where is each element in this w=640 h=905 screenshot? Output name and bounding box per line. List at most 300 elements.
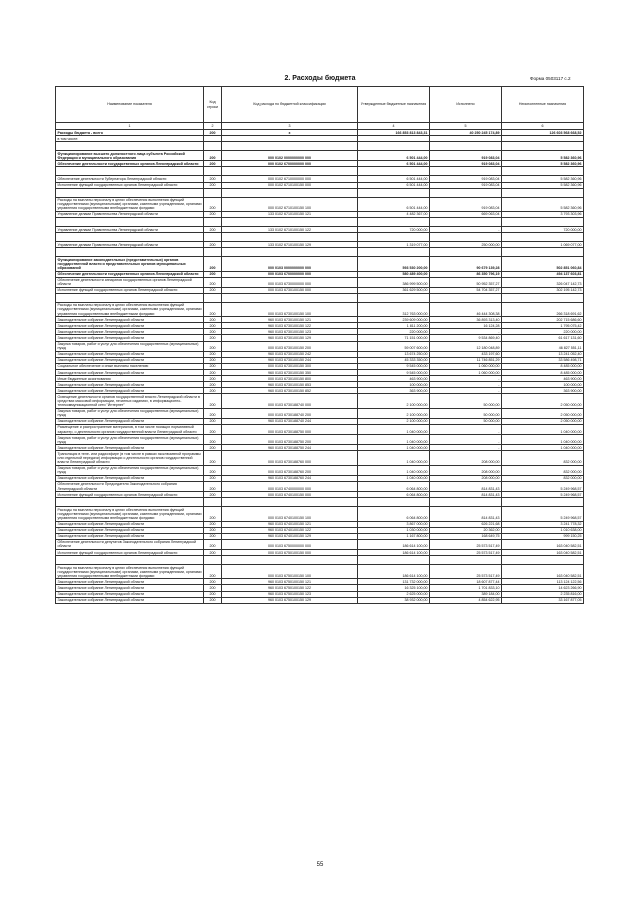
row-classification-code bbox=[222, 556, 358, 565]
row-executed: 40 250 245 174,89 bbox=[430, 130, 502, 136]
row-name: Расходы бюджета - всего bbox=[56, 130, 204, 136]
row-approved: 1 040 000,00 bbox=[358, 475, 430, 481]
row-classification-code: 000 0103 6730000000 000 bbox=[222, 277, 358, 287]
row-executed: 36 893 313,40 bbox=[430, 317, 502, 323]
column-number: 3 bbox=[222, 123, 358, 130]
table-row bbox=[56, 481, 584, 491]
row-unexecuted: 2 235 816,00 bbox=[502, 591, 584, 597]
row-line-code: 200 bbox=[204, 418, 222, 424]
table-row bbox=[56, 142, 584, 151]
row-name bbox=[56, 233, 204, 242]
row-executed bbox=[430, 293, 502, 302]
column-number: 5 bbox=[430, 123, 502, 130]
row-classification-code: 960 0103 6730100150 123 bbox=[222, 329, 358, 335]
row-name: Законодательное собрание Ленинградской области bbox=[56, 475, 204, 481]
row-unexecuted: 2 050 000,00 bbox=[502, 408, 584, 418]
row-line-code: 200 bbox=[204, 227, 222, 233]
row-executed: 9 534 869,40 bbox=[430, 335, 502, 341]
row-classification-code: 000 0103 6740100150 000 bbox=[222, 492, 358, 498]
col-header-code: Код расхода по бюджетной классификации bbox=[222, 87, 358, 123]
row-line-code: 200 bbox=[204, 323, 222, 329]
row-executed: - bbox=[430, 376, 502, 382]
row-executed: 814 831,43 bbox=[430, 507, 502, 521]
row-approved: 6 064 800,00 bbox=[358, 492, 430, 498]
row-name: Законодательное собрание Ленинградской области bbox=[56, 317, 204, 323]
row-line-code: 200 bbox=[204, 161, 222, 167]
row-classification-code bbox=[222, 167, 358, 176]
row-name bbox=[56, 218, 204, 227]
row-unexecuted: 5 249 968,57 bbox=[502, 481, 584, 491]
row-approved: 6 064 800,00 bbox=[358, 507, 430, 521]
table-row bbox=[56, 233, 584, 242]
row-name: Освещение деятельности органов государственной власти Ленинградской области в средствах массовой информации, печатных изданиях, в информационно-телекоммуникационной сети "Интернет" bbox=[56, 394, 204, 408]
row-unexecuted bbox=[502, 248, 584, 257]
row-executed bbox=[430, 248, 502, 257]
row-approved: 6 501 444,00 bbox=[358, 151, 430, 161]
row-executed: 208 000,00 bbox=[430, 475, 502, 481]
row-approved: 1 811 200,00 bbox=[358, 323, 430, 329]
row-executed bbox=[430, 556, 502, 565]
row-name: Исполнение функций государственных органов Ленинградской области bbox=[56, 492, 204, 498]
row-approved: 239 609 000,00 bbox=[358, 317, 430, 323]
row-line-code bbox=[204, 293, 222, 302]
row-line-code: 200 bbox=[204, 363, 222, 369]
row-unexecuted: 5 249 968,57 bbox=[502, 507, 584, 521]
row-name bbox=[56, 248, 204, 257]
table-body bbox=[56, 130, 584, 604]
row-unexecuted: 3 241 778,32 bbox=[502, 521, 584, 527]
table-row bbox=[56, 248, 584, 257]
row-unexecuted: 8 485 000,00 bbox=[502, 370, 584, 376]
row-line-code: 200 bbox=[204, 475, 222, 481]
row-approved: 6 501 444,00 bbox=[358, 197, 430, 211]
row-executed: 814 831,43 bbox=[430, 481, 502, 491]
row-unexecuted: 5 582 360,96 bbox=[502, 176, 584, 182]
row-approved bbox=[358, 233, 430, 242]
row-unexecuted: 832 000,00 bbox=[502, 475, 584, 481]
row-approved: 720 000,00 bbox=[358, 227, 430, 233]
row-executed: 25 573 517,49 bbox=[430, 539, 502, 549]
row-name: Функционирование высшего должностного лица субъекта Российской Федерации и муниципального образования bbox=[56, 151, 204, 161]
row-unexecuted bbox=[502, 293, 584, 302]
header-row bbox=[56, 87, 584, 123]
row-approved: 59 007 600,00 bbox=[358, 341, 430, 351]
row-approved: 4 482 367,00 bbox=[358, 211, 430, 217]
table-row bbox=[56, 341, 584, 351]
row-name: Обеспечение деятельности аппаратов государственных органов Ленинградской области bbox=[56, 277, 204, 287]
row-name: Управление делами Правительства Ленинградской области bbox=[56, 227, 204, 233]
row-classification-code: 960 0103 6740100150 121 bbox=[222, 521, 358, 527]
row-line-code: 200 bbox=[204, 527, 222, 533]
row-name bbox=[56, 142, 204, 151]
row-name: Расходы на выплаты персоналу в целях обеспечения выполнения функций государственными (муниципальными) органами, казенными учреждениями, органами управления государственными внебюджетными фондами bbox=[57, 303, 202, 316]
row-executed: 208 000,00 bbox=[430, 465, 502, 475]
row-classification-code: 960 0103 6730100150 242 bbox=[222, 351, 358, 357]
column-number: 1 bbox=[56, 123, 204, 130]
row-unexecuted: 5 582 360,96 bbox=[502, 161, 584, 167]
row-classification-code: 000 0103 6730188740 200 bbox=[222, 408, 358, 418]
column-number: 4 bbox=[358, 123, 430, 130]
row-executed bbox=[430, 218, 502, 227]
row-line-code bbox=[204, 498, 222, 507]
row-name: Законодательное собрание Ленинградской области bbox=[56, 370, 204, 376]
row-unexecuted: 113 124 122,56 bbox=[502, 579, 584, 585]
row-line-code: 200 bbox=[204, 376, 222, 382]
row-unexecuted: 326 047 142,73 bbox=[502, 277, 584, 287]
row-unexecuted: 720 000,00 bbox=[502, 227, 584, 233]
row-executed: 1 060 000,00 bbox=[430, 370, 502, 376]
row-executed: 168 649,75 bbox=[430, 533, 502, 539]
row-classification-code: 000 0102 6700000000 000 bbox=[222, 161, 358, 167]
row-approved: 13 674 250,00 bbox=[358, 351, 430, 357]
row-unexecuted: 999 150,25 bbox=[502, 533, 584, 539]
row-line-code: 200 bbox=[204, 591, 222, 597]
row-line-code: 200 bbox=[204, 130, 222, 136]
row-classification-code: 000 0103 6730100150 000 bbox=[222, 287, 358, 293]
row-executed: 814 831,43 bbox=[430, 492, 502, 498]
row-line-code: 200 bbox=[204, 182, 222, 188]
row-unexecuted: 13 241 052,40 bbox=[502, 351, 584, 357]
table-row bbox=[56, 539, 584, 549]
row-line-code: 200 bbox=[204, 271, 222, 277]
row-unexecuted: 33 586 498,71 bbox=[502, 357, 584, 363]
row-classification-code: 960 0103 6750100150 121 bbox=[222, 579, 358, 585]
row-approved: 6 501 444,00 bbox=[358, 161, 430, 167]
row-executed: 25 573 517,49 bbox=[430, 550, 502, 556]
col-header-unexecuted: Неисполненные назначения bbox=[502, 87, 584, 123]
table-row bbox=[56, 293, 584, 302]
row-line-code: 200 bbox=[204, 445, 222, 451]
row-name: Иные бюджетные ассигнования bbox=[56, 376, 204, 382]
row-approved: 6 501 444,00 bbox=[358, 176, 430, 182]
row-unexecuted bbox=[502, 556, 584, 565]
row-line-code: 200 bbox=[204, 435, 222, 445]
table-row bbox=[56, 197, 584, 211]
row-executed: 54 704 357,27 bbox=[430, 287, 502, 293]
row-executed: 12 180 048,89 bbox=[430, 341, 502, 351]
row-executed: - bbox=[430, 382, 502, 388]
row-name: Трансляция в теле- или радиоэфире (в том числе в рамках эксклюзивной программы или отдельной передачи) информации о деятельности органов государственной власти Ленинградской области bbox=[56, 451, 204, 465]
row-approved: 186 614 100,00 bbox=[358, 539, 430, 549]
row-unexecuted: 2 050 000,00 bbox=[502, 418, 584, 424]
row-line-code: 200 bbox=[204, 408, 222, 418]
row-classification-code: 960 0103 6730100150 853 bbox=[222, 382, 358, 388]
row-executed: 16 124,28 bbox=[430, 323, 502, 329]
row-name: Исполнение функций государственных органов Ленинградской области bbox=[56, 550, 204, 556]
row-classification-code: 000 0103 6750000000 000 bbox=[222, 539, 358, 549]
row-line-code: 200 bbox=[204, 539, 222, 549]
row-executed: 433 197,60 bbox=[430, 351, 502, 357]
row-classification-code: 000 0103 6700000000 000 bbox=[222, 271, 358, 277]
row-approved: 16 325 100,00 bbox=[358, 585, 430, 591]
row-executed: 919 083,04 bbox=[430, 151, 502, 161]
row-name: Расходы на выплаты персоналу в целях обеспечения выполнения функций государственными (муниципальными) органами, казенными учреждениями, органами управления государственными внебюджетными фондами bbox=[57, 198, 202, 211]
row-classification-code: 000 0103 6740100150 100 bbox=[222, 507, 358, 521]
row-line-code: 200 bbox=[204, 277, 222, 287]
row-line-code: 200 bbox=[204, 257, 222, 271]
row-unexecuted: 1 040 000,00 bbox=[502, 445, 584, 451]
row-name: Закупка товаров, работ и услуг для обеспечения государственных (муниципальных) нужд bbox=[56, 435, 204, 445]
row-name: Закупка товаров, работ и услуг для обеспечения государственных (муниципальных) нужд bbox=[56, 465, 204, 475]
row-approved: 363 900,00 bbox=[358, 388, 430, 394]
table-row bbox=[56, 435, 584, 445]
row-executed: 250 000,00 bbox=[430, 242, 502, 248]
row-unexecuted: 2 050 000,00 bbox=[502, 394, 584, 408]
row-classification-code: 960 0103 6740100150 122 bbox=[222, 527, 358, 533]
row-executed: - bbox=[430, 435, 502, 445]
col-header-executed: Исполнено bbox=[430, 87, 502, 123]
row-approved: 6 501 444,00 bbox=[358, 182, 430, 188]
row-approved: 1 040 000,00 bbox=[358, 445, 430, 451]
row-unexecuted bbox=[502, 233, 584, 242]
table-row bbox=[56, 257, 584, 271]
row-line-code: 200 bbox=[204, 317, 222, 323]
row-classification-code bbox=[222, 293, 358, 302]
row-classification-code: 000 0102 6710000000 000 bbox=[222, 176, 358, 182]
row-approved: 220 000,00 bbox=[358, 329, 430, 335]
row-name bbox=[56, 293, 204, 302]
row-line-code: 200 bbox=[204, 585, 222, 591]
row-unexecuted: 363 900,00 bbox=[502, 388, 584, 394]
row-unexecuted: 3 793 303,96 bbox=[502, 211, 584, 217]
col-header-approved: Утвержденные бюджетные назначения bbox=[358, 87, 430, 123]
row-approved: 6 064 800,00 bbox=[358, 481, 430, 491]
row-approved: 71 151 000,00 bbox=[358, 335, 430, 341]
row-classification-code: 960 0103 6750100150 129 bbox=[222, 597, 358, 603]
row-unexecuted: 1 040 000,00 bbox=[502, 424, 584, 434]
row-classification-code: 133 0102 6710100150 121 bbox=[222, 211, 358, 217]
row-unexecuted: 1 040 000,00 bbox=[502, 435, 584, 445]
row-name: Законодательное собрание Ленинградской области bbox=[56, 527, 204, 533]
table-row bbox=[56, 218, 584, 227]
table-row bbox=[56, 565, 584, 579]
row-classification-code: 960 0103 6730100150 350 bbox=[222, 370, 358, 376]
row-executed: 90 679 139,28 bbox=[430, 257, 502, 271]
row-classification-code: 000 0103 6730100150 800 bbox=[222, 376, 358, 382]
row-executed: 11 746 851,29 bbox=[430, 357, 502, 363]
row-classification-code: 000 0103 6730100150 200 bbox=[222, 341, 358, 351]
row-name: Законодательное собрание Ленинградской области bbox=[56, 597, 204, 603]
row-unexecuted: 61 617 131,60 bbox=[502, 335, 584, 341]
table-row bbox=[56, 465, 584, 475]
row-line-code: 200 bbox=[204, 335, 222, 341]
row-name: Исполнение функций государственных органов Ленинградской области bbox=[56, 287, 204, 293]
table-row bbox=[56, 556, 584, 565]
row-unexecuted: 163 040 582,51 bbox=[502, 539, 584, 549]
row-approved: 166 853 813 843,31 bbox=[358, 130, 430, 136]
row-classification-code: 960 0103 6750100150 123 bbox=[222, 591, 358, 597]
table-row bbox=[56, 408, 584, 418]
row-name: Законодательное собрание Ленинградской области bbox=[56, 521, 204, 527]
row-line-code: 200 bbox=[204, 341, 222, 351]
row-line-code: 200 bbox=[204, 388, 222, 394]
row-unexecuted: 494 137 603,81 bbox=[502, 271, 584, 277]
row-unexecuted: 463 900,00 bbox=[502, 376, 584, 382]
row-approved: 131 732 000,00 bbox=[358, 579, 430, 585]
row-name: Закупка товаров, работ и услуг для обеспечения государственных (муниципальных) нужд bbox=[56, 408, 204, 418]
row-approved: 186 614 100,00 bbox=[358, 550, 430, 556]
row-classification-code: 960 0103 6730100150 852 bbox=[222, 388, 358, 394]
row-line-code: 200 bbox=[204, 579, 222, 585]
row-unexecuted: 126 603 568 668,52 bbox=[502, 130, 584, 136]
row-executed: - bbox=[430, 445, 502, 451]
table-row bbox=[56, 451, 584, 465]
col-header-name: Наименование показателя bbox=[56, 87, 204, 123]
row-classification-code: 960 0103 6730100150 122 bbox=[222, 323, 358, 329]
row-classification-code: 000 0103 0000000000 000 bbox=[222, 257, 358, 271]
row-name: Законодательное собрание Ленинградской области bbox=[56, 335, 204, 341]
table-row bbox=[56, 151, 584, 161]
table-row bbox=[56, 394, 584, 408]
row-classification-code: 000 0103 6730188760 200 bbox=[222, 465, 358, 475]
row-unexecuted: 1 795 075,42 bbox=[502, 323, 584, 329]
row-line-code bbox=[204, 188, 222, 197]
column-number-row bbox=[56, 123, 584, 130]
row-classification-code: 960 0103 6730100150 244 bbox=[222, 357, 358, 363]
row-approved: 9 545 000,00 bbox=[358, 370, 430, 376]
row-classification-code: 960 0103 6730188760 244 bbox=[222, 475, 358, 481]
row-unexecuted: 202 715 686,60 bbox=[502, 317, 584, 323]
row-approved bbox=[358, 556, 430, 565]
row-classification-code bbox=[222, 233, 358, 242]
row-executed bbox=[430, 233, 502, 242]
row-classification-code: 960 0103 6730100150 129 bbox=[222, 335, 358, 341]
row-name: Законодательное собрание Ленинградской области bbox=[56, 357, 204, 363]
row-approved: 386 999 500,00 bbox=[358, 277, 430, 287]
row-unexecuted: 163 040 582,51 bbox=[502, 550, 584, 556]
row-name: Законодательное собрание Ленинградской области bbox=[56, 445, 204, 451]
row-name: Обеспечение деятельности депутатов Законодательного собрания Ленинградской области bbox=[56, 539, 204, 549]
row-name: Обеспечение деятельности Председателя Законодательного собрания Ленинградской области bbox=[56, 481, 204, 491]
row-name bbox=[56, 188, 204, 197]
row-line-code: 200 bbox=[204, 211, 222, 217]
row-line-code: 200 bbox=[204, 481, 222, 491]
table-row bbox=[56, 424, 584, 434]
row-executed: 50 952 357,27 bbox=[430, 277, 502, 287]
row-line-code: 200 bbox=[204, 151, 222, 161]
row-classification-code: 960 0103 6730188740 244 bbox=[222, 418, 358, 424]
row-approved: 38 932 000,00 bbox=[358, 597, 430, 603]
row-executed: 46 444 308,38 bbox=[430, 302, 502, 316]
row-approved: 1 040 000,00 bbox=[358, 435, 430, 445]
row-classification-code: 133 0102 6710100150 122 bbox=[222, 227, 358, 233]
row-executed: 669 063,04 bbox=[430, 211, 502, 217]
row-classification-code: 000 0103 6750100150 000 bbox=[222, 550, 358, 556]
row-unexecuted: 502 851 060,84 bbox=[502, 257, 584, 271]
row-line-code: 200 bbox=[204, 597, 222, 603]
row-executed: 389 184,00 bbox=[430, 591, 502, 597]
row-unexecuted: 163 040 582,51 bbox=[502, 565, 584, 579]
row-name: Законодательное собрание Ленинградской области bbox=[56, 382, 204, 388]
row-executed: 919 083,04 bbox=[430, 161, 502, 167]
row-executed: 1 701 833,10 bbox=[430, 585, 502, 591]
row-unexecuted bbox=[502, 167, 584, 176]
row-classification-code: 000 0103 6730188740 000 bbox=[222, 394, 358, 408]
row-unexecuted: 14 623 266,90 bbox=[502, 585, 584, 591]
row-unexecuted: 832 000,00 bbox=[502, 465, 584, 475]
row-name: Законодательное собрание Ленинградской области bbox=[56, 579, 204, 585]
row-classification-code: 000 0103 6730100150 300 bbox=[222, 363, 358, 369]
row-approved: 361 629 500,00 bbox=[358, 287, 430, 293]
row-line-code: 200 bbox=[204, 329, 222, 335]
row-line-code: 200 bbox=[204, 382, 222, 388]
row-line-code: 200 bbox=[204, 521, 222, 527]
row-line-code: 200 bbox=[204, 533, 222, 539]
table-row bbox=[56, 507, 584, 521]
row-approved bbox=[358, 167, 430, 176]
row-executed: 25 573 517,49 bbox=[430, 565, 502, 579]
row-approved bbox=[358, 218, 430, 227]
row-line-code: 200 bbox=[204, 197, 222, 211]
row-unexecuted: 5 249 968,57 bbox=[502, 492, 584, 498]
row-name: Расходы на выплаты персоналу в целях обеспечения выполнения функций государственными (муниципальными) органами, казенными учреждениями, органами управления государственными внебюджетными фондами bbox=[57, 565, 202, 578]
row-executed: 50 000,00 bbox=[430, 408, 502, 418]
row-name: Расходы на выплаты персоналу в целях обеспечения выполнения функций государственными (муниципальными) органами, казенными учреждениями, органами управления государственными внебюджетными фондами bbox=[57, 507, 202, 520]
row-executed: 919 083,04 bbox=[430, 182, 502, 188]
row-executed: 626 221,68 bbox=[430, 521, 502, 527]
row-line-code: 200 bbox=[204, 176, 222, 182]
row-approved bbox=[358, 188, 430, 197]
row-name: Обеспечение деятельности государственных органов Ленинградской области bbox=[56, 161, 204, 167]
row-approved: 1 040 000,00 bbox=[358, 424, 430, 434]
row-unexecuted: 1 010 638,00 bbox=[502, 527, 584, 533]
row-classification-code bbox=[222, 248, 358, 257]
row-classification-code: 000 0103 6740000000 000 bbox=[222, 481, 358, 491]
row-line-code bbox=[204, 556, 222, 565]
row-unexecuted bbox=[502, 498, 584, 507]
row-approved bbox=[358, 498, 430, 507]
row-executed: - bbox=[430, 424, 502, 434]
row-name: Законодательное собрание Ленинградской области bbox=[56, 388, 204, 394]
row-line-code bbox=[204, 142, 222, 151]
row-line-code bbox=[204, 218, 222, 227]
row-classification-code: 000 0103 6730188750 000 bbox=[222, 424, 358, 434]
row-executed: 50 000,00 bbox=[430, 394, 502, 408]
row-name: Функционирование законодательных (представительных) органов государственной власти и представительных органов муниципальных образований bbox=[56, 257, 204, 271]
row-approved: 100 000,00 bbox=[358, 382, 430, 388]
row-executed: 208 000,00 bbox=[430, 451, 502, 465]
row-classification-code: x bbox=[222, 130, 358, 136]
row-classification-code: 133 0102 6710100150 129 bbox=[222, 242, 358, 248]
row-classification-code: 000 0102 0000000000 000 bbox=[222, 151, 358, 161]
row-executed: 919 083,04 bbox=[430, 176, 502, 182]
row-name: Обеспечение деятельности Губернатора Ленинградской области bbox=[56, 176, 204, 182]
row-executed: 1 060 000,00 bbox=[430, 363, 502, 369]
page-title: 2. Расходы бюджета bbox=[284, 75, 356, 82]
row-executed: 86 350 796,19 bbox=[430, 271, 502, 277]
row-name bbox=[56, 498, 204, 507]
row-executed: - bbox=[430, 329, 502, 335]
row-unexecuted bbox=[502, 218, 584, 227]
row-name: Законодательное собрание Ленинградской области bbox=[56, 418, 204, 424]
row-unexecuted: 832 000,00 bbox=[502, 451, 584, 465]
row-classification-code: 960 0103 6730188750 244 bbox=[222, 445, 358, 451]
page-number: 55 bbox=[316, 862, 324, 868]
row-approved: 2 625 000,00 bbox=[358, 591, 430, 597]
row-approved: 1 040 000,00 bbox=[358, 451, 430, 465]
row-line-code: 200 bbox=[204, 550, 222, 556]
row-approved: 9 545 000,00 bbox=[358, 363, 430, 369]
row-classification-code bbox=[222, 218, 358, 227]
row-classification-code bbox=[222, 142, 358, 151]
row-approved: 45 333 350,00 bbox=[358, 357, 430, 363]
row-classification-code: 960 0103 6730100150 121 bbox=[222, 317, 358, 323]
row-executed: 20 362,00 bbox=[430, 527, 502, 533]
row-name bbox=[56, 556, 204, 565]
row-line-code bbox=[204, 167, 222, 176]
row-unexecuted: 5 582 360,96 bbox=[502, 197, 584, 211]
row-executed: 50 000,00 bbox=[430, 418, 502, 424]
